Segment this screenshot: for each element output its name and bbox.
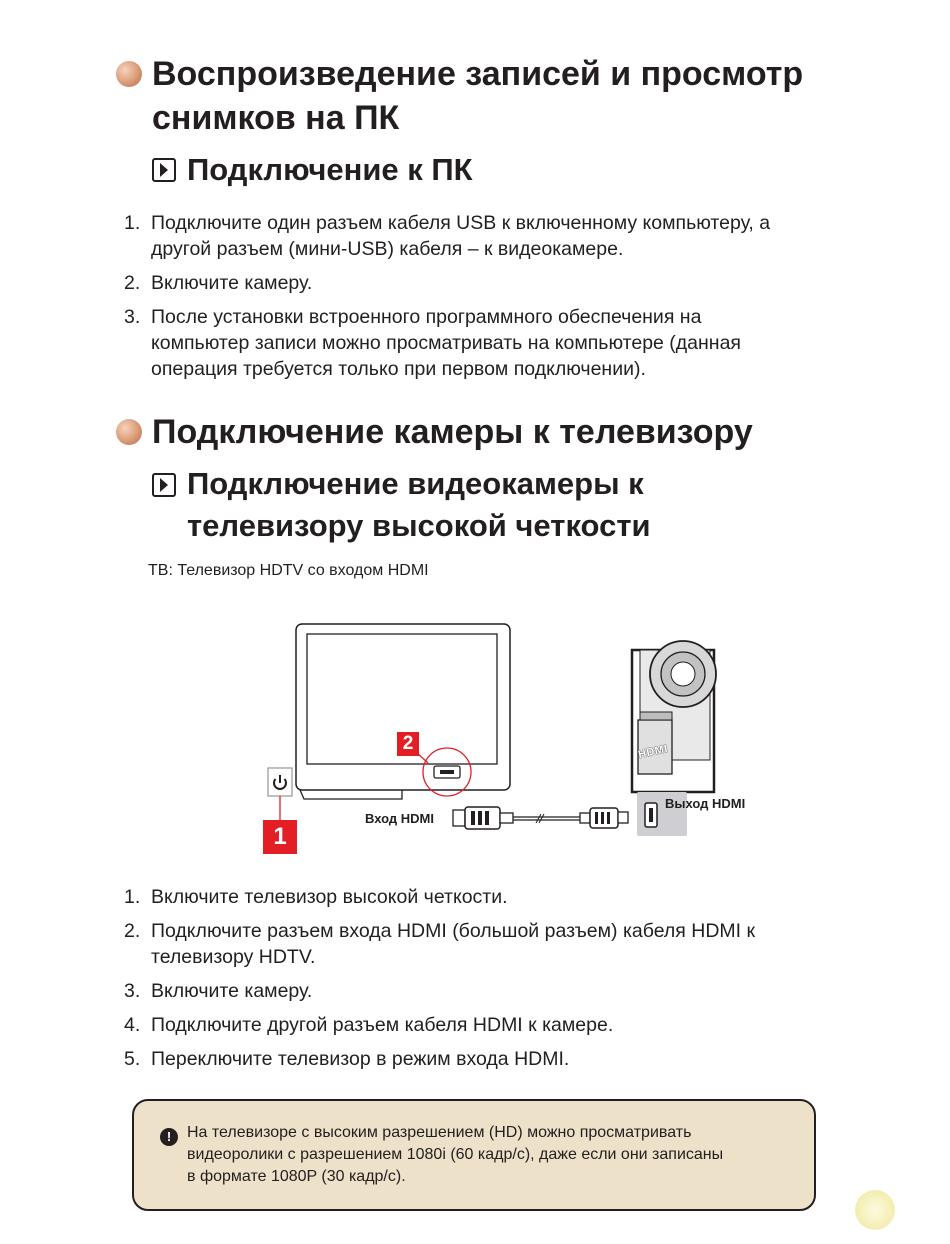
chevron-right-icon <box>152 473 176 497</box>
power-button-illustration <box>268 768 292 820</box>
step-line: телевизору HDTV. <box>151 946 316 968</box>
step-line: компьютер записи можно просматривать на компьютере (данная <box>151 332 741 354</box>
step-number: 4. <box>124 1014 141 1036</box>
step-line: Включите камеру. <box>151 272 313 294</box>
subsection-title-line: телевизору высокой четкости <box>187 508 651 543</box>
step-number: 1. <box>124 212 141 234</box>
hdmi-plug-small <box>580 808 628 828</box>
step-line: операция требуется только при первом подключении). <box>151 358 646 380</box>
badge-step-1: 1 <box>273 823 287 850</box>
step-number: 2. <box>124 920 141 942</box>
tv-hdmi-port <box>434 766 460 778</box>
camera-hdmi-port-label: HDMI <box>637 743 670 761</box>
hdmi-cable <box>513 814 580 823</box>
step-number: 3. <box>124 980 141 1002</box>
step-line: После установки встроенного программного обеспечения на <box>151 306 702 328</box>
exclamation-icon: ! <box>160 1128 178 1146</box>
subsection-title-line: Подключение к ПК <box>187 152 473 187</box>
note-line: На телевизоре с высоким разрешением (HD) можно просматривать <box>187 1124 692 1141</box>
step-line: Включите телевизор высокой четкости. <box>151 886 508 908</box>
hdmi-plug-large <box>453 807 513 829</box>
step-number: 1. <box>124 886 141 908</box>
list-item <box>124 1046 844 1072</box>
hdmi-input-label: Вход HDMI <box>365 811 434 826</box>
section-title-line: снимков на ПК <box>152 99 400 137</box>
step-line: Включите камеру. <box>151 980 313 1002</box>
tv-illustration <box>296 624 510 799</box>
hdmi-connection-diagram <box>0 600 950 870</box>
tv-steps-list <box>124 884 844 1080</box>
note-text <box>187 1122 807 1188</box>
badge-step-2: 2 <box>402 733 414 754</box>
note-line: в формате 1080P (30 кадр/с). <box>187 1168 406 1185</box>
subsection-title-line: Подключение видеокамеры к <box>187 466 644 501</box>
section-title-line: Подключение камеры к телевизору <box>152 413 753 451</box>
note-line: видеоролики с разрешением 1080i (60 кадр/с), даже если они записаны <box>187 1146 724 1163</box>
page-marker-dot <box>855 1190 895 1230</box>
list-item <box>124 978 844 1004</box>
list-item <box>124 884 844 910</box>
hdmi-output-label: Выход HDMI <box>665 796 746 811</box>
list-item <box>124 304 844 382</box>
list-item <box>124 918 844 970</box>
step-number: 5. <box>124 1048 141 1070</box>
list-item <box>124 1012 844 1038</box>
step-number: 3. <box>124 306 141 328</box>
pc-steps-list <box>124 210 844 390</box>
step-line: Подключите один разъем кабеля USB к включенному компьютеру, а <box>151 212 771 234</box>
figure-caption: ТВ: Телевизор HDTV со входом HDMI <box>148 562 429 579</box>
section-title-line: Воспроизведение записей и просмотр <box>152 55 804 93</box>
chevron-right-icon <box>152 158 176 182</box>
step-line: Переключите телевизор в режим входа HDMI. <box>151 1048 570 1070</box>
section-bullet-icon <box>116 61 142 87</box>
diagram-illustration <box>0 600 950 870</box>
list-item <box>124 270 844 296</box>
section-title-playback-pc <box>152 52 803 140</box>
section-bullet-icon <box>116 419 142 445</box>
subsection-title-connect-pc <box>187 149 473 191</box>
step-line: Подключите разъем входа HDMI (большой разъем) кабеля HDMI к <box>151 920 756 942</box>
list-item <box>124 210 844 262</box>
subsection-title-connect-hdtv <box>187 463 651 547</box>
section-title-connect-tv <box>152 410 753 454</box>
step-line: Подключите другой разъем кабеля HDMI к камере. <box>151 1014 614 1036</box>
step-number: 2. <box>124 272 141 294</box>
step-line: другой разъем (мини-USB) кабеля – к видеокамере. <box>151 238 624 260</box>
